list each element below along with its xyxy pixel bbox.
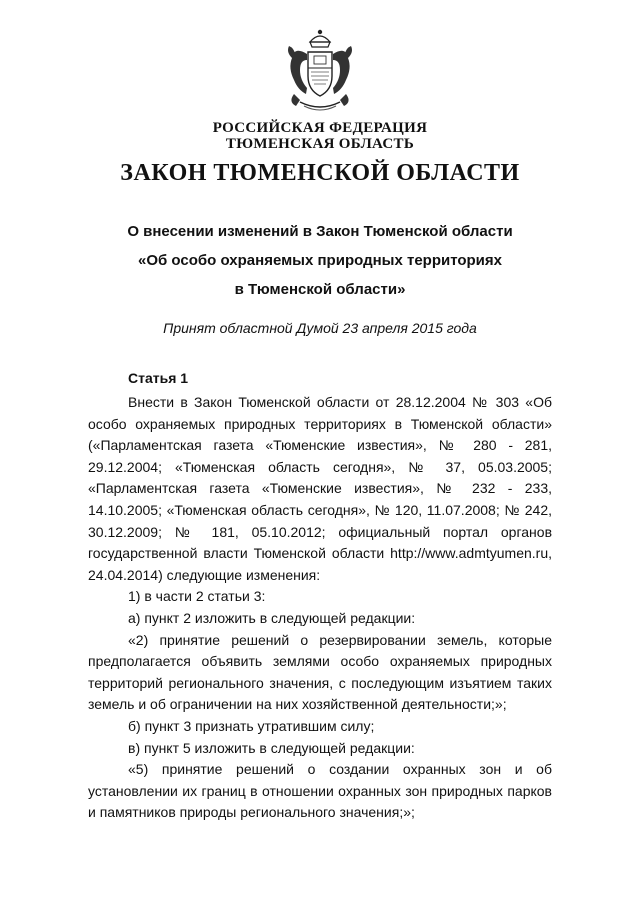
article-paragraph: б) пункт 3 признать утратившим силу; xyxy=(128,717,375,734)
article-paragraph: а) пункт 2 изложить в следующей редакции: xyxy=(128,609,416,626)
right-sable-supporter-icon xyxy=(333,46,352,106)
adoption-note: Принят областной Думой 23 апреля 2015 года xyxy=(163,320,477,336)
law-type-heading: ЗАКОН ТЮМЕНСКОЙ ОБЛАСТИ xyxy=(120,160,520,186)
tyumen-coat-of-arms-emblem xyxy=(280,28,360,114)
article-paragraph: «5) принятие решений о создании охранных зон и об установлении их границ в отношении охранных зон природных парков и памятников природы регионального значения;»; xyxy=(88,761,552,821)
article-paragraph: 1) в части 2 статьи 3: xyxy=(128,588,266,605)
shield-icon xyxy=(308,52,332,96)
law-title-line: «Об особо охраняемых природных территориях xyxy=(137,252,502,269)
law-title xyxy=(0,217,640,304)
article-paragraph: «2) принятие решений о резервировании земель, которые предполагается объявить землями особо охраняемых природных территорий регионального значения, с последующим изъятием таких земель и об ограничении на них хозяйственной деятельности;»; xyxy=(88,631,552,713)
crown-icon xyxy=(310,30,330,47)
article-body xyxy=(88,392,552,824)
header-federation: РОССИЙСКАЯ ФЕДЕРАЦИЯ xyxy=(212,120,428,136)
law-title-line: О внесении изменений в Закон Тюменской области xyxy=(127,223,513,240)
article-paragraph: в) пункт 5 изложить в следующей редакции: xyxy=(128,739,415,756)
law-title-line: в Тюменской области» xyxy=(234,281,406,298)
left-sable-supporter-icon xyxy=(288,46,307,106)
article-paragraph: Внести в Закон Тюменской области от 28.12.2004 № 303 «Об особо охраняемых природных территориях в Тюменской области» («Парламентская газета «Тюменские известия», № 280 - 281, 29.12.2004; «Тюменская область сегодня», № 37, 05.03.2005; «Парламентская газета «Тюменские известия», № 232 - 233, 14.10.2005; «Тюменская область сегодня», № 120, 11.07.2008; № 242, 30.12.2009; № 181, 05.10.2012; официальный портал органов государственной власти Тюменской области http://www.admtyumen.ru, 24.04.2014) следующие изменения: xyxy=(88,394,552,583)
header-region: ТЮМЕНСКАЯ ОБЛАСТЬ xyxy=(225,136,415,152)
article-heading: Статья 1 xyxy=(128,370,189,386)
